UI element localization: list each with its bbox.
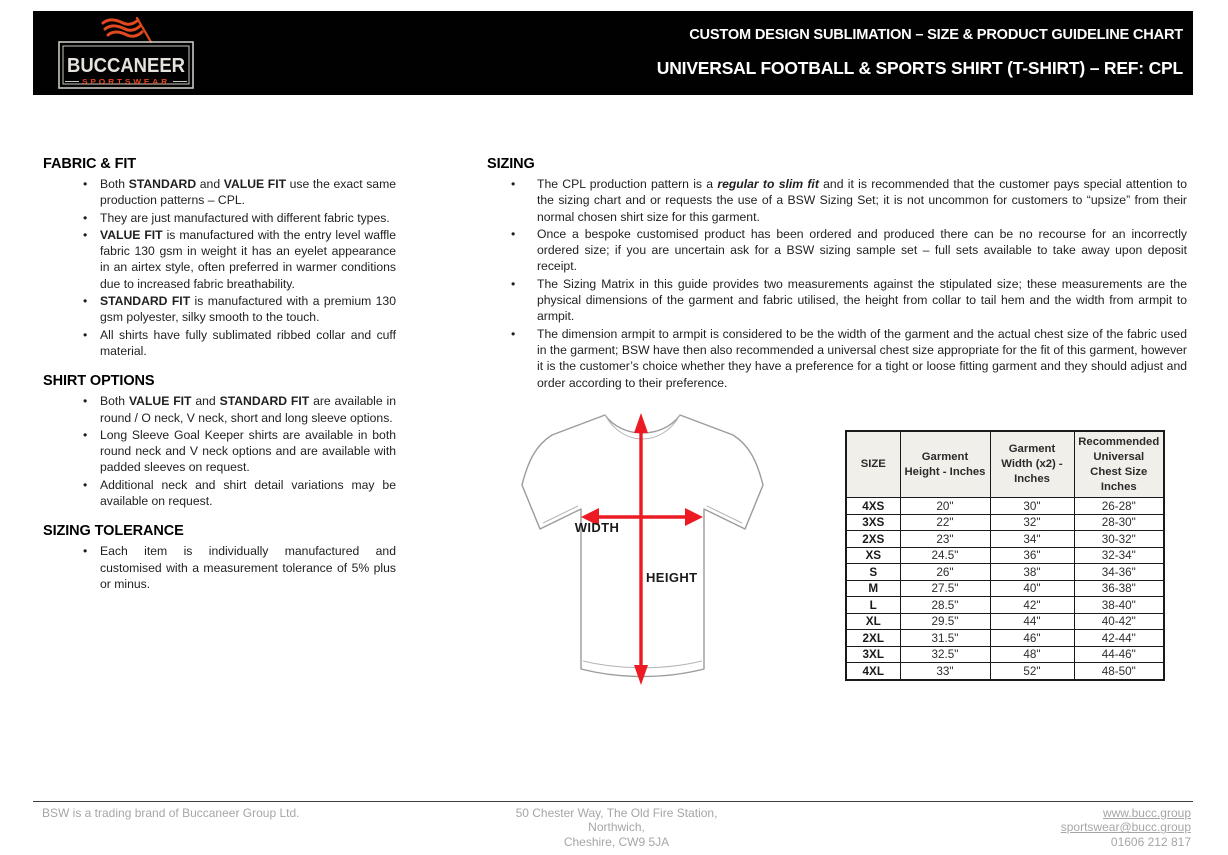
bullet-item [43,393,396,426]
bullet-marker: • [83,394,88,409]
height-label: HEIGHT [646,569,698,585]
size-cell: L [846,597,900,614]
text-segment: Both [100,394,129,409]
bullet-text [100,477,396,510]
size-table-header-row [846,431,1164,498]
address-line-1: 50 Chester Way, The Old Fire Station, [515,806,718,820]
value-cell: 32" [990,514,1074,531]
value-cell: 28-30" [1074,514,1164,531]
value-cell: 24.5" [900,547,990,564]
header-titles [243,11,1183,79]
size-table-row [846,564,1164,581]
value-cell: 30-32" [1074,531,1164,548]
size-table-header-cell: Recommended Universal Chest Size Inches [1074,431,1164,498]
bullet-text [537,276,1187,325]
bullet-marker: • [511,226,516,241]
bullet-text [100,427,396,476]
bullet-text [537,176,1187,225]
text-segment: and [196,177,224,191]
size-table-row [846,498,1164,515]
bullet-item [43,210,396,226]
text-segment: Long Sleeve Goal Keeper shirts are available in both round neck and V neck options and are available with padded sleeves on request. [100,427,396,475]
logo-sub-text: SPORTSWEAR [82,77,170,86]
bullet-marker: • [83,427,88,442]
text-segment: STANDARD FIT [219,394,310,409]
size-table-header-cell: Garment Height - Inches [900,431,990,498]
bullet-text [100,543,396,592]
value-cell: 28.5" [900,597,990,614]
size-cell: XS [846,547,900,564]
section-heading: FABRIC & FIT [43,156,137,172]
value-cell: 31.5" [900,630,990,647]
bullet-item [43,176,396,209]
size-table-row [846,613,1164,630]
footer [33,801,1193,849]
footer-contact [808,806,1193,849]
size-table-row [846,630,1164,647]
text-segment: VALUE FIT [223,177,287,191]
text-segment: Additional neck and shirt detail variations may be available on request. [100,477,396,509]
value-cell: 23" [900,531,990,548]
value-cell: 32.5" [900,646,990,663]
value-cell: 34-36" [1074,564,1164,581]
bullet-text [100,227,396,292]
size-table-row [846,597,1164,614]
text-segment: and [191,394,220,409]
size-cell: S [846,564,900,581]
email-link[interactable]: sportswear@bucc.group [1060,820,1191,835]
value-cell: 44" [990,613,1074,630]
value-cell: 36" [990,547,1074,564]
value-cell: 42" [990,597,1074,614]
bullet-item [487,226,1187,275]
header-bar [33,11,1193,95]
bullet-text [537,326,1187,391]
brand-logo [51,15,201,95]
bullet-item [43,427,396,476]
text-segment: and it is recommended that the customer pays special attention to the sizing chart and or requests the use of a BSW Sizing Set; it is not uncommon for customers to “upsize” from their normal chosen shirt size for this garment. [537,177,1187,224]
text-segment: The Sizing Matrix in this guide provides two measurements against the stipulated size; these measurements are the physical dimensions of the garment and fabric utilised, the height from collar to tail hem and the width from armpit to armpit. [537,276,1187,324]
figure-row [487,403,1187,708]
text-segment: VALUE FIT [128,394,192,409]
flag-icon [103,18,151,42]
left-column [43,156,396,593]
size-table [845,430,1165,681]
bullet-marker: • [511,177,516,191]
right-column [487,156,1187,708]
tshirt-measurement-diagram [505,403,790,695]
bullet-text [537,226,1187,275]
bullet-text [100,176,396,209]
sizing-bullet-list [487,176,1187,391]
bullet-marker: • [83,177,88,191]
bullet-item [43,477,396,510]
value-cell: 36-38" [1074,580,1164,597]
size-table-row [846,531,1164,548]
value-cell: 32-34" [1074,547,1164,564]
size-cell: 2XS [846,531,900,548]
value-cell: 38" [990,564,1074,581]
text-segment: Both [100,177,129,191]
bullet-item [487,326,1187,391]
text-segment: Once a bespoke customised product has been ordered and produced there can be no recourse for an incorrectly ordered size; if you are uncertain ask for a BSW sizing sample set – full sets available to take away upon deposit receipt. [537,226,1187,274]
section-heading: SIZING TOLERANCE [43,523,184,540]
size-cell: 4XL [846,663,900,680]
text-segment: STANDARD [128,177,197,191]
value-cell: 44-46" [1074,646,1164,663]
value-cell: 30" [990,498,1074,515]
bullet-marker: • [83,294,88,309]
text-segment: use the exact same production patterns – CPL. [100,177,396,208]
value-cell: 22" [900,514,990,531]
size-cell: M [846,580,900,597]
section-heading: SHIRT OPTIONS [43,373,155,390]
value-cell: 38-40" [1074,597,1164,614]
bullet-marker: • [83,227,88,242]
text-segment: All shirts have fully sublimated ribbed collar and cuff material. [100,327,396,358]
bullet-marker: • [83,327,88,342]
size-cell: XL [846,613,900,630]
size-table-row [846,547,1164,564]
text-segment: They are just manufactured with different fabric types. [100,210,390,225]
width-label: WIDTH [574,519,620,535]
bullet-marker: • [83,477,88,492]
bullet-item [43,543,396,592]
value-cell: 42-44" [1074,630,1164,647]
value-cell: 46" [990,630,1074,647]
logo-brand-text: BUCCANEER [67,55,186,77]
size-table-row [846,663,1164,680]
doc-title-line2: UNIVERSAL FOOTBALL & SPORTS SHIRT (T-SHIRT) – REF: CPL [656,58,1183,78]
address-line-2: Northwich, [588,820,645,835]
bullet-marker: • [83,210,88,225]
size-table-row [846,580,1164,597]
text-segment: Each item is individually manufactured and customised with a measurement tolerance of 5% plus or minus. [100,544,396,591]
size-cell: 3XL [846,646,900,663]
text-segment: VALUE FIT [100,227,163,242]
footer-trading-note: BSW is a trading brand of Buccaneer Group Ltd. [42,806,300,820]
bullet-item [43,327,396,360]
size-cell: 4XS [846,498,900,515]
doc-title-line1: CUSTOM DESIGN SUBLIMATION – SIZE & PRODUCT GUIDELINE CHART [689,27,1183,43]
bullet-text [100,210,396,226]
bullet-text [100,393,396,426]
bullet-marker: • [511,326,516,341]
size-cell: 3XS [846,514,900,531]
bullet-marker: • [83,544,88,559]
text-segment: The dimension armpit to armpit is considered to be the width of the garment and the actual chest size of the fabric used in the garment; BSW have then also recommended a universal chest size appropriate for the fit of this garment, however it is the customer’s choice whether they have a preference for a tight or loose fitting garment and they should adjust and order according to their preference. [537,326,1187,390]
value-cell: 48" [990,646,1074,663]
size-table-row [846,514,1164,531]
value-cell: 40" [990,580,1074,597]
text-segment: The CPL production pattern is a [537,177,718,191]
bullet-item [487,276,1187,325]
bullet-item [43,293,396,326]
value-cell: 29.5" [900,613,990,630]
bullet-item [43,227,396,292]
phone-number: 01606 212 817 [1110,834,1191,849]
value-cell: 26-28" [1074,498,1164,515]
bullet-item [487,176,1187,225]
bullet-text [100,293,396,326]
text-segment: is manufactured with the entry level waffle fabric 130 gsm in weight it has an eyelet appearance in an airtex style, often preferred in warmer conditions due to increased fabric breathability. [100,227,397,291]
bullet-text [100,327,396,360]
value-cell: 27.5" [900,580,990,597]
text-segment: is manufactured with a premium 130 gsm polyester, silky smooth to the touch. [100,294,396,325]
text-segment: STANDARD FIT [100,294,191,309]
website-link[interactable]: www.bucc.group [1102,806,1191,820]
size-table-row [846,646,1164,663]
section-heading-sizing: SIZING [487,156,535,172]
value-cell: 26" [900,564,990,581]
value-cell: 33" [900,663,990,680]
bullet-marker: • [511,276,516,291]
value-cell: 34" [990,531,1074,548]
value-cell: 48-50" [1074,663,1164,680]
footer-address [425,806,808,849]
value-cell: 52" [990,663,1074,680]
text-segment: regular to slim fit [717,177,819,191]
value-cell: 40-42" [1074,613,1164,630]
size-table-header-cell: Garment Width (x2) - Inches [990,431,1074,498]
value-cell: 20" [900,498,990,515]
size-table-header-cell: SIZE [846,431,900,498]
text-segment: are available in round / O neck, V neck, short and long sleeve options. [100,394,397,425]
size-cell: 2XL [846,630,900,647]
address-line-3: Cheshire, CW9 5JA [563,834,670,849]
